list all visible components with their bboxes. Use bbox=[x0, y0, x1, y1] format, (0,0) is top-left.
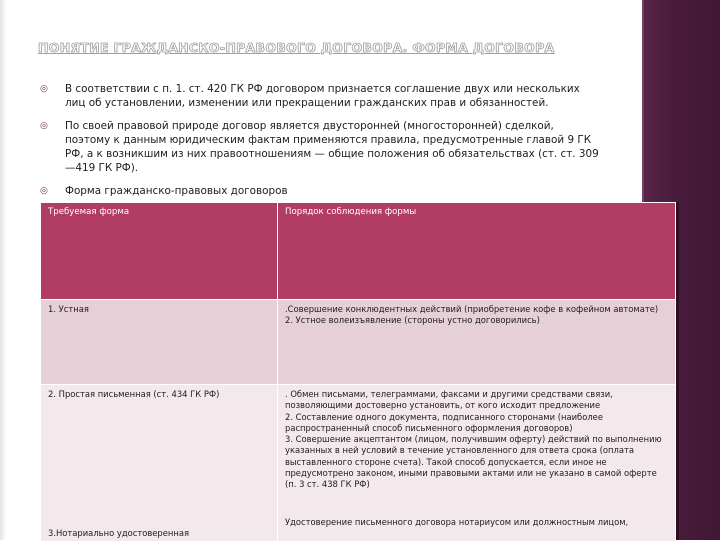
bullet-text: В соответствии с п. 1. ст. 420 ГК РФ договором признается соглашение двух или нескольких лиц об установлении, изменении или прекращении гражданских прав и обязанностей. bbox=[65, 83, 580, 110]
cell-procedure bbox=[278, 385, 676, 542]
header-required-form: Требуемая форма bbox=[41, 203, 278, 300]
procedure-text: .Совершение конклюдентных действий (приобретение кофе в кофейном автомате) 2. Устное волеизъявление (стороны устно договорились) bbox=[285, 304, 659, 326]
bullet-list bbox=[40, 82, 600, 206]
bullet-text: Форма гражданско-правовых договоров bbox=[65, 184, 288, 197]
slide-title: ПОНЯТИЕ ГРАЖДАНСКО-ПРАВОВОГО ДОГОВОРА. ФОРМА ДОГОВОРА bbox=[38, 40, 555, 55]
slide-left-shading bbox=[0, 0, 6, 540]
cell-form bbox=[41, 385, 278, 542]
bullet-text: По своей правовой природе договор является двусторонней (многосторонней) сделкой, поэтому к данным юридическим фактам применяются правила, предусмотренные главой 9 ГК РФ, а к возникшим из них правоотношениям — общие положения об обязательствах (ст. ст. 309—419 ГК РФ). bbox=[65, 119, 599, 175]
table-shadow bbox=[676, 202, 679, 540]
bullet-item bbox=[40, 119, 600, 176]
table-row bbox=[41, 385, 676, 542]
contract-forms-table bbox=[40, 202, 676, 542]
form-text: 2. Простая письменная (ст. 434 ГК РФ) bbox=[48, 389, 220, 399]
bullet-item bbox=[40, 82, 600, 111]
cell-procedure bbox=[278, 300, 676, 385]
ringed-bullet-icon: ◎ bbox=[40, 84, 48, 94]
header-procedure: Порядок соблюдения формы bbox=[278, 203, 676, 300]
procedure-text: . Обмен письмами, телеграммами, факсами и другими средствами связи, позволяющими достоверно установить, от кого исходит предложение 2. Составление одного документа, подписанного сторонами (наиболее распространенный способ письменного оформления договоров) 3. Совершение акцептантом (лицом, получившим оферту) действий по выполнению указанных в ней условий в течение установленного для ответа срока (оплата выставленного стороне счета). Такой способ допускается, если иное не предусмотрено законом, иными правовыми актами или не указано в самой оферте (п. 3 ст. 438 ГК РФ) bbox=[285, 389, 662, 490]
table-header-row bbox=[41, 203, 676, 300]
ringed-bullet-icon: ◎ bbox=[40, 185, 48, 196]
form-notarial: 3.Нотариально удостоверенная bbox=[48, 527, 190, 538]
bullet-item bbox=[40, 184, 600, 198]
ringed-bullet-icon: ◎ bbox=[40, 120, 48, 131]
procedure-notarial: Удостоверение письменного договора нотариусом или должностным лицом, bbox=[285, 516, 629, 527]
cell-form: 1. Устная bbox=[41, 300, 278, 385]
table-row bbox=[41, 300, 676, 385]
